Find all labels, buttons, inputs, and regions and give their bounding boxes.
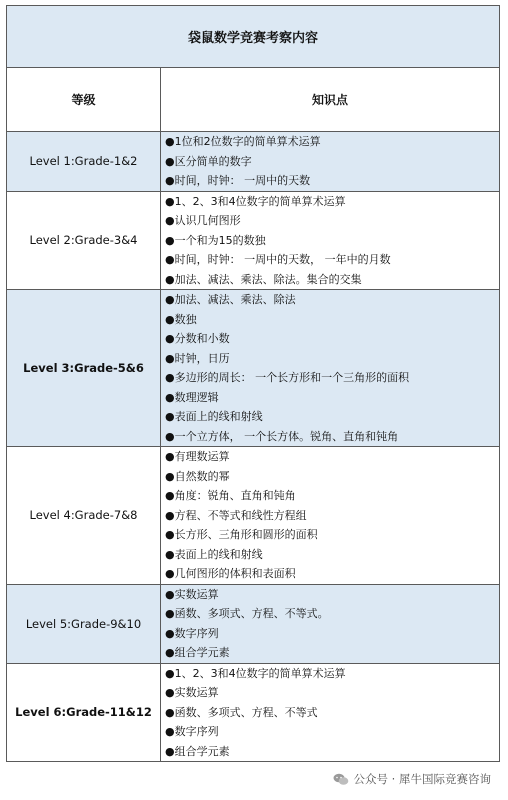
- header-level: 等级: [7, 68, 161, 132]
- table-row: [7, 447, 500, 585]
- level-cell: Level 5:Grade-9&10: [7, 584, 161, 663]
- topic-item: ●一个立方体， 一个长方体。锐角、直角和钝角: [165, 429, 399, 443]
- table-row: [7, 191, 500, 290]
- topic-item: ●表面上的线和射线: [165, 547, 263, 561]
- topic-item: ●1、2、3和4位数字的简单算术运算: [165, 194, 346, 208]
- topics-cell: [161, 447, 500, 585]
- topic-item: ●认识几何图形: [165, 214, 241, 227]
- level-cell: Level 1:Grade-1&2: [7, 132, 161, 192]
- topic-item: ●组合学元素: [165, 646, 230, 659]
- watermark-text: 公众号 · 犀牛国际竞赛咨询: [353, 772, 491, 786]
- topic-item: ●长方形、三角形和圆形的面积: [165, 528, 318, 541]
- topic-item: ●加法、减法、乘法、除法: [165, 293, 296, 306]
- header-topics: 知识点: [161, 68, 500, 132]
- topic-item: ●区分简单的数字: [165, 154, 252, 168]
- topic-item: ●组合学元素: [165, 744, 230, 758]
- topic-item: ●表面上的线和射线: [165, 410, 263, 423]
- topic-item: ●实数运算: [165, 686, 219, 699]
- table-row: [7, 584, 500, 663]
- topics-cell: [161, 584, 500, 663]
- topic-item: ●数字序列: [165, 725, 219, 738]
- topic-item: ●自然数的幂: [165, 469, 230, 483]
- topic-item: ●函数、多项式、方程、不等式。: [165, 607, 329, 620]
- level-cell: Level 4:Grade-7&8: [7, 447, 161, 585]
- topic-item: ●时间，时钟： 一周中的天数， 一年中的月数: [165, 253, 391, 266]
- table-row: [7, 132, 500, 192]
- topics-cell: [161, 290, 500, 447]
- topic-item: ●一个和为15的数独: [165, 233, 266, 247]
- table-row: [7, 290, 500, 447]
- topic-item: ●函数、多项式、方程、不等式: [165, 705, 318, 719]
- topic-item: ●1、2、3和4位数字的简单算术运算: [165, 666, 346, 680]
- table-title: 袋鼠数学竞赛考察内容: [7, 6, 500, 68]
- watermark: [330, 770, 494, 788]
- kangaroo-content-table: [6, 5, 500, 762]
- wechat-icon: [333, 773, 349, 786]
- level-cell: Level 6:Grade-11&12: [7, 663, 161, 762]
- topic-item: ●1位和2位数字的简单算术运算: [165, 135, 321, 148]
- topic-item: ●数理逻辑: [165, 390, 219, 404]
- topics-cell: [161, 191, 500, 290]
- topic-item: ●实数运算: [165, 587, 219, 601]
- level-cell: Level 2:Grade-3&4: [7, 191, 161, 290]
- topic-item: ●几何图形的体积和表面积: [165, 567, 296, 580]
- topic-item: ●角度：锐角、直角和钝角: [165, 489, 296, 502]
- topic-item: ●有理数运算: [165, 450, 230, 463]
- topic-item: ●数字序列: [165, 626, 219, 640]
- topic-item: ●方程、不等式和线性方程组: [165, 508, 307, 522]
- topic-item: ●多边形的周长： 一个长方形和一个三角形的面积: [165, 371, 410, 384]
- topic-item: ●分数和小数: [165, 332, 230, 345]
- table-row: [7, 663, 500, 762]
- topic-item: ●时间，时钟： 一周中的天数: [165, 174, 311, 187]
- level-cell: Level 3:Grade-5&6: [7, 290, 161, 447]
- topics-cell: [161, 663, 500, 762]
- topic-item: ●加法、减法、乘法、除法。集合的交集: [165, 272, 362, 286]
- topic-item: ●数独: [165, 312, 197, 326]
- topic-item: ●时钟，日历: [165, 351, 230, 365]
- topics-cell: [161, 132, 500, 192]
